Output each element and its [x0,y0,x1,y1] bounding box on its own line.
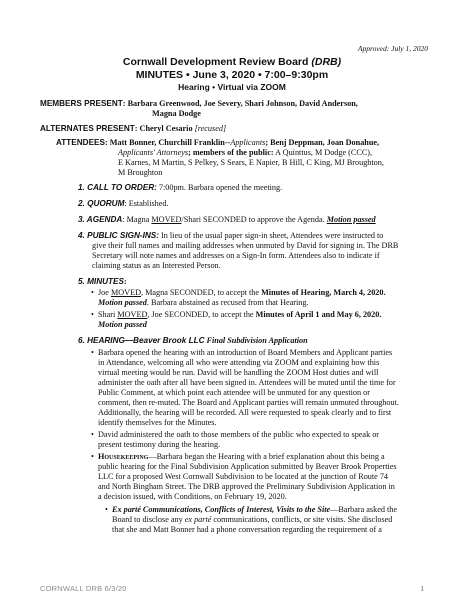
housekeeping-l3: LLC for a proposed West Cornwall Subdivision to be located at the junction of Route 74 [98,472,389,481]
hearing-bullet-1-l5: Public Comment, at which point each attendee will be unmuted for any question or [98,388,370,397]
hearing-bullet-1: • Barbara opened the hearing with an introduction of Board Members and Applicant parties [91,348,393,357]
document-subtitle: MINUTES • June 3, 2020 • 7:00–9:30pm [135,69,329,81]
item-hearing: 6. HEARING—Beaver Brook LLC Final Subdivision Application [78,336,308,345]
hearing-bullet-1-l6: comment, then re-muted. The Board and Applicant parties will remain unmuted throughout. [98,398,399,407]
housekeeping-l4: and North Bingham Street. The DRB approved the Preliminary Subdivision Application in [98,482,395,491]
item-call-to-order: 1. CALL TO ORDER: 7:00pm. Barbara opened the meeting. [78,183,283,192]
alternates-present: ALTERNATES PRESENT: Cheryl Cesario [recused] [40,124,227,133]
hearing-bullet-2: • David administered the oath to those members of the public who expected to speak or [91,430,380,439]
attendees-line-2: Applicants' Attorneys; members of the public: A Quinttus, M Dodge (CCC), [118,148,373,157]
item-quorum: 2. QUORUM: Established. [78,199,169,208]
attendees: ATTENDEES: Matt Bonner, Churchill Franklin--Applicants; Benj Deppman, Joan Donahue, [56,138,380,147]
hearing-bullet-housekeeping: • Housekeeping—Barbara began the Hearing with a brief explanation about this being a [91,452,385,461]
item-public-signins-l4: claiming status as an Interested Person. [92,261,221,270]
item-public-signins-l2: give their full names and mailing addresses when unmuted by David for signing in. The DRB [92,241,399,250]
hearing-bullet-1-l3: virtual meeting would be run. David will be handling the ZOOM Host duties and will [98,368,379,377]
item-agenda: 3. AGENDA: Magna MOVED/Shari SECONDED to approve the Agenda. Motion passed [78,215,376,224]
members-present: MEMBERS PRESENT: Barbara Greenwood, Joe Severy, Shari Johnson, David Anderson, [40,99,358,108]
item-minutes: 5. MINUTES: [78,277,127,286]
hearing-bullet-1-l2: in Attendance, welcoming all who were attending via ZOOM and explaining how this [98,358,380,367]
page-number: 1 [420,584,424,593]
subbullet-ex-parte-l2: Board to disclose any ex parté communications, conflicts, or site visits. She disclosed [112,515,393,524]
minutes-bullet-2-cont: Motion passed [98,320,147,329]
attendees-line-4: M Broughton [118,168,163,177]
minutes-bullet-1-cont: Motion passed. Barbara abstained as recused from that Hearing. [98,298,309,307]
approval-date: Approved: July 1, 2020 [357,44,428,53]
item-public-signins-l3: Secretary will note names and addresses on a Sign-In form. Attendees also to indicate if [92,251,380,260]
subbullet-ex-parte-l3: that she and Matt Bonner had a phone conversation regarding the requirement of a [112,525,382,534]
attendees-line-3: E Karnes, M Martin, S Pelkey, S Sears, E Napier, B Hill, C King, MJ Broughton, [118,158,384,167]
hearing-bullet-1-l8: identify themselves for the Minutes. [98,418,217,427]
hearing-bullet-1-l7: Additionally, the hearing will be recorded. All were requested to speak clearly and to first [98,408,392,417]
footer-label: CORNWALL DRB 6/3/20 [40,584,127,593]
hearing-bullet-1-l4: administer the oath after all have been signed in. Attendees will be muted until the time for [98,378,396,387]
minutes-bullet-1: • Joe MOVED, Magna SECONDED, to accept the Minutes of Hearing, March 4, 2020. [91,288,386,297]
document-meeting-type: Hearing • Virtual via ZOOM [178,82,286,92]
housekeeping-l5: a decision issued, with Conditions, on February 19, 2020. [98,492,287,501]
document-title: Cornwall Development Review Board (DRB) [122,56,342,68]
minutes-bullet-2: • Shari MOVED, Joe SECONDED, to accept the Minutes of April 1 and May 6, 2020. [91,310,382,319]
members-present-cont: Magna Dodge [152,109,201,118]
hearing-bullet-2-l2: present testimony during the hearing. [98,440,221,449]
item-public-signins: 4. PUBLIC SIGN-INS: In lieu of the usual paper sign-in sheet, Attendees were instructed to [78,231,384,240]
housekeeping-l2: public hearing for the Final Subdivision Application submitted by Beaver Brook Properties [98,462,397,471]
subbullet-ex-parte: • Ex parté Communications, Conflicts of Interest, Visits to the Site—Barbara asked the [105,505,397,514]
